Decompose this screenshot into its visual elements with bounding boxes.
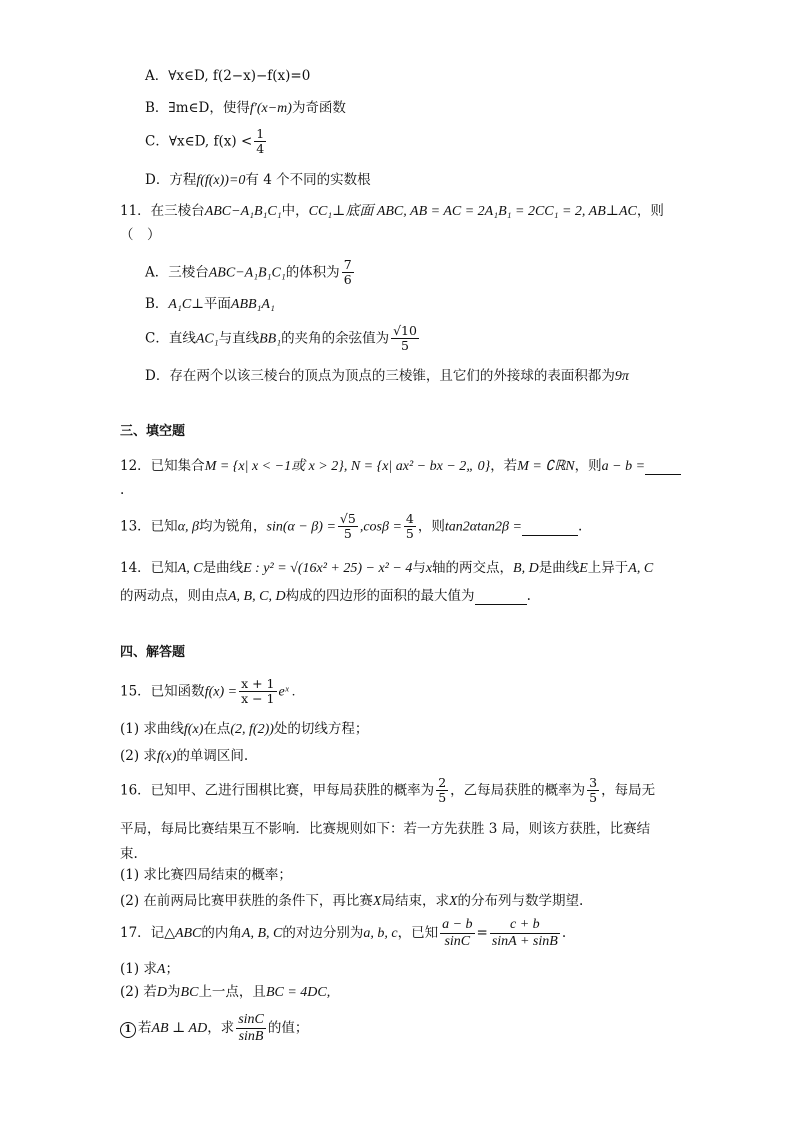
q14-mid5: 上异于 xyxy=(587,560,629,576)
q16-sub1: (1) 求比赛四局结束的概率； xyxy=(120,867,292,883)
q12-mid: ，若 xyxy=(490,458,518,474)
q11-option-b xyxy=(145,296,275,314)
q17-math3: a, b, c xyxy=(363,926,398,942)
q12-stem xyxy=(120,458,681,476)
q14-mid1: 是曲线 xyxy=(202,560,244,576)
q15-sub2-math: f(x) xyxy=(156,749,177,764)
q17-sub1-pre: (1) 求 xyxy=(120,961,157,977)
q10-d-math: f(f(x))=0 xyxy=(196,173,246,188)
q12-math2: M = ∁ℝN xyxy=(517,459,575,474)
q10-b-pre: B．∃m∈D，使得 xyxy=(145,100,250,116)
q17-i-pre: 若 xyxy=(138,1020,152,1037)
q17-fraction2 xyxy=(490,917,560,950)
q17-sub2-math3: BC = 4DC, xyxy=(265,985,331,1000)
q17-sub2-part-i xyxy=(120,1012,308,1045)
q16-fraction2 xyxy=(587,776,599,806)
q15-sub2-pre: (2) 求 xyxy=(120,748,157,764)
q10-option-b xyxy=(145,100,346,118)
q11-stem-end: ，则 xyxy=(636,203,664,219)
frac-num: x + 1 xyxy=(241,676,275,691)
q11-c-pre: C．直线 xyxy=(145,330,196,347)
q14-line2-pre: 的两动点，则由点 xyxy=(120,588,228,604)
q13-mid2: ，则 xyxy=(417,518,445,535)
q17-sub1-math: A xyxy=(156,962,166,977)
q10-c-fraction xyxy=(254,127,266,157)
q15-pre: 15．已知函数 xyxy=(120,683,205,700)
q14-mid2: 与 xyxy=(412,560,426,576)
frac-num: 1 xyxy=(256,126,265,141)
q11-c-mid2: 的夹角的余弦值为 xyxy=(281,330,390,347)
q13-math2: sin(α − β) = xyxy=(266,519,336,535)
frac-den: x − 1 xyxy=(241,691,275,707)
q16-line2: 平局，每局比赛结果互不影响．比赛规则如下：若一方先获胜 3 局，则该方获胜，比赛结 xyxy=(120,821,651,837)
q10-option-c xyxy=(145,127,268,157)
q17-sub1 xyxy=(120,961,179,979)
q12-math3: a − b = xyxy=(601,459,646,474)
q11-c-mid1: 与直线 xyxy=(218,330,260,347)
q11-b-math: A₁C xyxy=(168,297,192,312)
q17-mid3: ，已知 xyxy=(397,925,439,942)
q14-math6: A, C xyxy=(628,561,654,576)
q17-i-fraction xyxy=(236,1012,266,1045)
q10-c-pre: C．∀x∈D, f(x) < xyxy=(145,133,253,150)
frac-num: 4 xyxy=(405,511,414,526)
frac-den: 5 xyxy=(343,526,352,542)
frac-den: 5 xyxy=(589,790,598,806)
q17-mid1: 的内角 xyxy=(201,925,242,942)
frac-num: √5 xyxy=(339,511,356,526)
q14-mid3: 轴的两交点， xyxy=(432,560,514,576)
section-fill-in-title: 三、填空题 xyxy=(120,424,186,439)
q11-paren: （ ） xyxy=(120,227,161,243)
q16-sub2-mid: 局结束，求 xyxy=(381,893,449,909)
q10-option-a xyxy=(145,68,310,84)
q15-sub2-end: 的单调区间. xyxy=(176,748,249,764)
frac-den: 5 xyxy=(405,526,414,542)
q14-math2: E : y² = √(16x² + 25) − x² − 4 xyxy=(243,561,413,576)
frac-den: 5 xyxy=(401,338,409,354)
q16-line1-end: ，每局无 xyxy=(601,782,656,799)
q16-sub2 xyxy=(120,893,583,911)
q14-line2-mid: 构成的四边形的面积的最大值为 xyxy=(285,588,475,604)
q11-c-math2: BB₁ xyxy=(259,331,282,347)
q15-math: f(x) = xyxy=(204,684,238,700)
q14-math3: x xyxy=(425,561,433,576)
q17-math1: △ABC xyxy=(164,926,202,942)
frac-num: √10 xyxy=(393,323,417,338)
q11-c-fraction xyxy=(391,324,419,354)
q11-c-math1: AC₁ xyxy=(195,331,219,347)
q10-d-pre: D．方程 xyxy=(145,172,197,188)
q17-i-end: 的值； xyxy=(267,1020,309,1037)
q16-line1 xyxy=(120,776,655,806)
frac-den: sinB xyxy=(238,1029,264,1045)
q12-pre: 12．已知集合 xyxy=(120,458,205,474)
q16-line1-pre: 16．已知甲、乙进行围棋比赛，甲每局获胜的概率为 xyxy=(120,782,435,799)
q17-i-math: AB ⊥ AD xyxy=(151,1021,208,1037)
q13-answer-blank xyxy=(522,518,578,535)
frac-den: sinC xyxy=(444,934,471,950)
q16-line1-mid: ，乙每局获胜的概率为 xyxy=(450,782,586,799)
q17-sub2-mid: 为 xyxy=(167,984,181,1000)
frac-num: 7 xyxy=(343,257,352,272)
q11-a-math: ABC−A₁B₁C₁ xyxy=(208,265,286,281)
q10-option-a-text: A．∀x∈D, f(2−x)−f(x)=0 xyxy=(145,68,311,84)
q11-a-pre: A．三棱台 xyxy=(145,264,209,281)
q11-b-pre: B． xyxy=(145,296,169,312)
q17-stem xyxy=(120,917,566,950)
q16-sub2-math: X xyxy=(372,894,382,909)
q11-stem xyxy=(120,203,664,221)
q14-line1 xyxy=(120,560,653,578)
q11-d-text: D．存在两个以该三棱台的顶点为顶点的三棱锥，且它们的外接球的表面积都为 xyxy=(145,368,615,384)
q17-sub2-math2: BC xyxy=(180,985,199,1000)
q11-stem-pre: 11．在三棱台 xyxy=(120,203,205,219)
q11-b-mid: ⊥平面 xyxy=(191,296,231,312)
q13-fraction1 xyxy=(338,512,358,542)
q15-sub1-math: f(x) xyxy=(183,722,204,737)
q17-pre: 17．记 xyxy=(120,925,165,942)
q14-mid4: 是曲线 xyxy=(538,560,580,576)
q15-tail: eˣ . xyxy=(278,684,296,700)
q14-math1: A, C xyxy=(177,561,203,576)
q17-sub2-mid2: 上一点，且 xyxy=(198,984,266,1000)
q10-b-math: f′(x−m) xyxy=(249,101,292,116)
q11-stem-math2: CC₁⊥底面 ABC, AB = AC = 2A₁B₁ = 2CC₁ = 2, AB⊥AC xyxy=(308,204,637,219)
q14-line2-math: A, B, C, D xyxy=(228,589,286,604)
q16-fraction1 xyxy=(436,776,448,806)
q15-sub2 xyxy=(120,748,248,766)
q14-pre: 14．已知 xyxy=(120,560,178,576)
q17-sub2 xyxy=(120,984,330,1002)
q14-line2-end: . xyxy=(526,588,531,604)
q17-end: . xyxy=(561,925,567,942)
q15-fraction xyxy=(239,677,276,707)
q17-i-mid: ，求 xyxy=(207,1020,235,1037)
q17-math2: A, B, C xyxy=(241,926,283,942)
frac-den: 4 xyxy=(256,141,265,157)
q15-sub1-end: 处的切线方程； xyxy=(273,721,369,737)
q13-math4: tan2αtan2β = xyxy=(444,519,522,535)
q12-trailing-dot: . xyxy=(120,482,125,498)
circled-number-1: 1 xyxy=(120,1022,136,1038)
q11-a-mid: 的体积为 xyxy=(285,264,340,281)
frac-den: 5 xyxy=(438,790,447,806)
q13-end: . xyxy=(577,518,583,535)
frac-num: 2 xyxy=(438,775,447,790)
frac-num: sinC xyxy=(236,1012,266,1029)
q11-option-d xyxy=(145,368,629,386)
frac-den: sinA + sinB xyxy=(491,934,558,950)
q13-mid1: 均为锐角， xyxy=(199,518,267,535)
q13-fraction2 xyxy=(404,512,416,542)
q11-a-fraction xyxy=(342,258,354,288)
q14-answer-blank xyxy=(475,588,527,605)
q16-sub2-pre: (2) 在前两局比赛甲获胜的条件下，再比赛 xyxy=(120,893,373,909)
q11-stem-math1: ABC−A₁B₁C₁ xyxy=(204,204,282,219)
q15-stem xyxy=(120,677,296,707)
section-answer-title: 四、解答题 xyxy=(120,645,186,660)
frac-num: 3 xyxy=(589,775,598,790)
q17-eq: = xyxy=(476,925,488,942)
q11-d-math: 9π xyxy=(614,369,629,384)
q14-math4: B, D xyxy=(513,561,539,576)
q17-sub2-pre: (2) 若 xyxy=(120,984,157,1000)
q10-b-post: 为奇函数 xyxy=(291,100,346,116)
q14-line2 xyxy=(120,588,531,606)
q16-sub2-math2: X xyxy=(448,894,458,909)
q13-stem xyxy=(120,512,582,542)
q15-sub1-pre: (1) 求曲线 xyxy=(120,721,184,737)
q12-math: M = {x| x < −1或 x > 2}, N = {x| ax² − bx − 2„ 0} xyxy=(204,459,491,474)
q14-math5: E xyxy=(579,561,588,576)
q11-option-a xyxy=(145,258,356,288)
q10-d-post: 有 4 个不同的实数根 xyxy=(245,172,371,188)
q11-b-math2: ABB₁A₁ xyxy=(230,297,275,312)
q15-sub1-math2: (2, f(2)) xyxy=(230,722,274,737)
frac-den: 6 xyxy=(343,272,352,288)
q13-pre: 13．已知 xyxy=(120,518,178,535)
q12-mid2: ，则 xyxy=(574,458,602,474)
q17-fraction1 xyxy=(440,917,474,950)
frac-num: c + b xyxy=(490,917,560,934)
q11-option-c xyxy=(145,324,421,354)
q15-sub1 xyxy=(120,721,368,739)
q15-sub1-mid: 在点 xyxy=(203,721,231,737)
q13-math3: ,cosβ = xyxy=(359,519,402,535)
q16-sub2-end: 的分布列与数学期望. xyxy=(457,893,584,909)
q11-stem-mid: 中， xyxy=(281,203,309,219)
q10-option-d xyxy=(145,172,371,190)
q17-mid2: 的对边分别为 xyxy=(282,925,364,942)
q17-sub2-math: D xyxy=(156,985,168,1000)
q16-line3: 束. xyxy=(120,846,138,862)
q12-answer-blank xyxy=(645,458,681,475)
q17-sub1-end: ； xyxy=(165,961,179,977)
frac-num: a − b xyxy=(440,917,474,934)
q13-math1: α, β xyxy=(177,519,200,535)
